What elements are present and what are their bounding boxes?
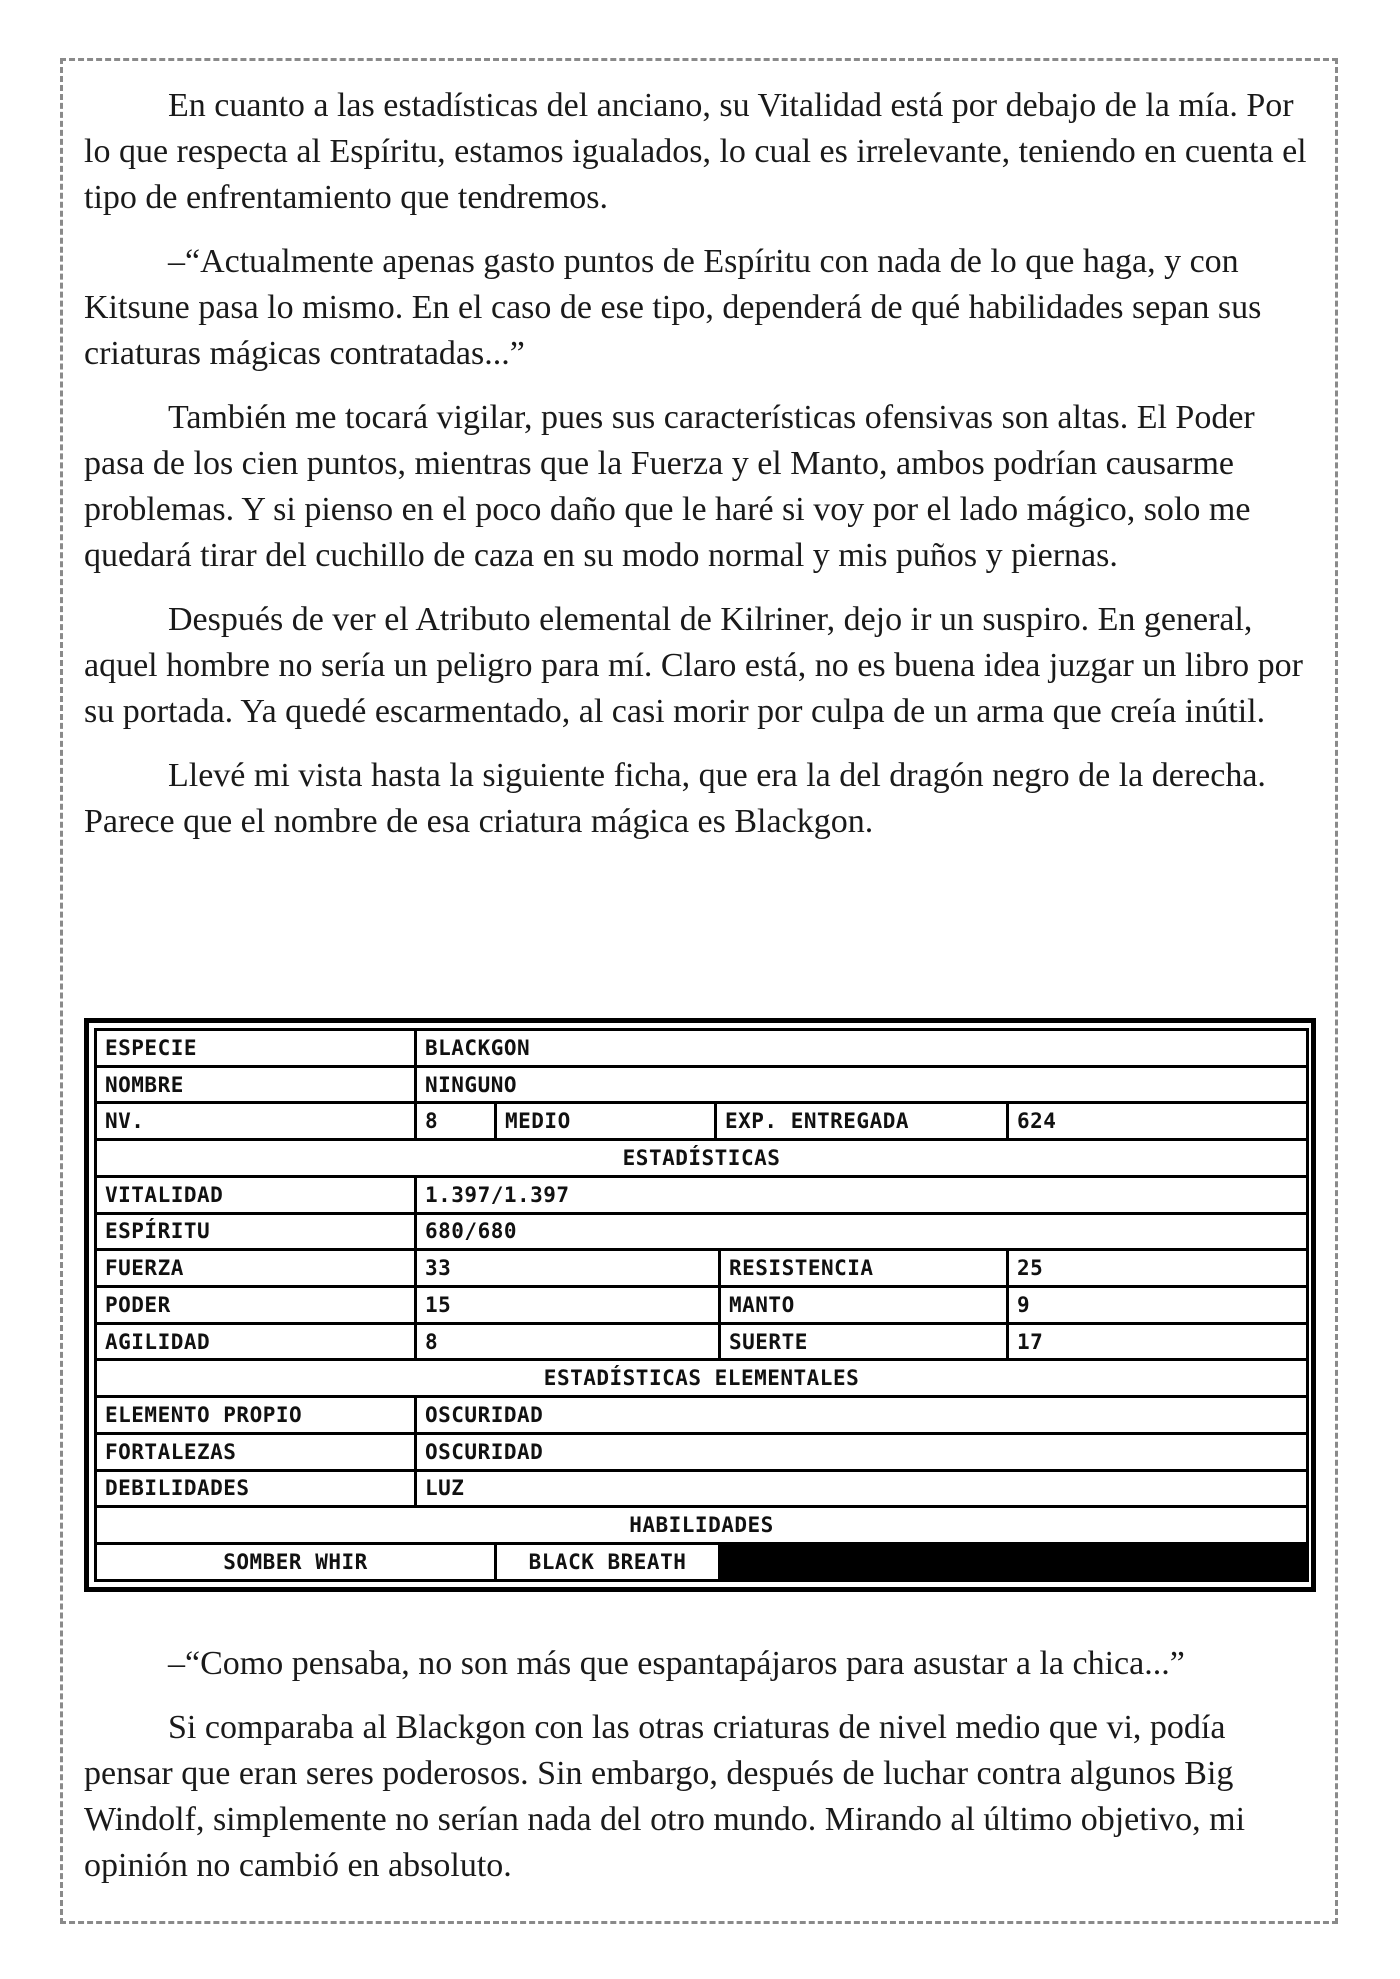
skill-1: SOMBER WHIR — [96, 1544, 496, 1581]
skill-2: BLACK BREATH — [496, 1544, 720, 1581]
fortalezas-label: FORTALEZAS — [96, 1433, 416, 1470]
nv-label: NV. — [96, 1103, 416, 1140]
paragraph: Si comparaba al Blackgon con las otras criaturas de nivel medio que vi, podía pensar que eran seres poderosos. Sin embargo, después de luchar contra algunos Big Windolf, simplemente no serían nada del otro mundo. Mirando al último objetivo, mi opinión no cambió en absoluto. — [84, 1709, 1246, 1884]
debilidades-label: DEBILIDADES — [96, 1470, 416, 1507]
vitalidad-label: VITALIDAD — [96, 1176, 416, 1213]
top-text-block — [84, 83, 1316, 863]
table-row — [96, 1066, 1308, 1103]
paragraph: Llevé mi vista hasta la siguiente ficha, que era la del dragón negro de la derecha. Parece que el nombre de esa criatura mágica es Blackgon. — [84, 757, 1266, 840]
table-row — [96, 1250, 1308, 1287]
table-row — [96, 1176, 1308, 1213]
creature-status-sheet — [84, 1018, 1316, 1592]
table-row — [96, 1397, 1308, 1434]
rank-value: MEDIO — [496, 1103, 716, 1140]
table-row — [96, 1507, 1308, 1544]
especie-label: ESPECIE — [96, 1030, 416, 1067]
table-row — [96, 1287, 1308, 1324]
poder-label: PODER — [96, 1287, 416, 1324]
paragraph: Después de ver el Atributo elemental de Kilriner, dejo ir un suspiro. En general, aquel hombre no sería un peligro para mí. Claro está, no es buena idea juzgar un libro por su portada. Ya quedé escarmentado, al casi morir por culpa de un arma que creía inútil. — [84, 601, 1303, 730]
status-table — [94, 1028, 1309, 1582]
resistencia-label: RESISTENCIA — [720, 1250, 1008, 1287]
elemento-value: OSCURIDAD — [416, 1397, 1308, 1434]
paragraph: –“Actualmente apenas gasto puntos de Espíritu con nada de lo que haga, y con Kitsune pasa lo mismo. En el caso de ese tipo, dependerá de qué habilidades sepan sus criaturas mágicas contratadas...” — [84, 243, 1262, 372]
skill-empty-slot — [720, 1544, 1308, 1581]
table-row — [96, 1323, 1308, 1360]
suerte-label: SUERTE — [720, 1323, 1008, 1360]
table-row — [96, 1213, 1308, 1250]
fuerza-label: FUERZA — [96, 1250, 416, 1287]
resistencia-value: 25 — [1008, 1250, 1308, 1287]
paragraph: También me tocará vigilar, pues sus características ofensivas son altas. El Poder pasa de los cien puntos, mientras que la Fuerza y el Manto, ambos podrían causarme problemas. Y si pienso en el poco daño que le haré si voy por el lado mágico, solo me quedará tirar del cuchillo de caza en su modo normal y mis puños y piernas. — [84, 399, 1255, 574]
nombre-value: NINGUNO — [416, 1066, 1308, 1103]
nombre-label: NOMBRE — [96, 1066, 416, 1103]
skills-header: HABILIDADES — [96, 1507, 1308, 1544]
fortalezas-value: OSCURIDAD — [416, 1433, 1308, 1470]
table-row — [96, 1433, 1308, 1470]
table-row — [96, 1360, 1308, 1397]
table-row — [96, 1103, 1308, 1140]
fuerza-value: 33 — [416, 1250, 720, 1287]
espiritu-value: 680/680 — [416, 1213, 1308, 1250]
table-row — [96, 1140, 1308, 1177]
table-row — [96, 1470, 1308, 1507]
agilidad-label: AGILIDAD — [96, 1323, 416, 1360]
exp-label: EXP. ENTREGADA — [716, 1103, 1008, 1140]
manto-label: MANTO — [720, 1287, 1008, 1324]
agilidad-value: 8 — [416, 1323, 720, 1360]
manto-value: 9 — [1008, 1287, 1308, 1324]
paragraph: –“Como pensaba, no son más que espantapájaros para asustar a la chica...” — [168, 1645, 1185, 1682]
exp-value: 624 — [1008, 1103, 1308, 1140]
suerte-value: 17 — [1008, 1323, 1308, 1360]
stats-header: ESTADÍSTICAS — [96, 1140, 1308, 1177]
vitalidad-value: 1.397/1.397 — [416, 1176, 1308, 1213]
table-row — [96, 1030, 1308, 1067]
nv-value: 8 — [416, 1103, 496, 1140]
elemento-label: ELEMENTO PROPIO — [96, 1397, 416, 1434]
elemental-header: ESTADÍSTICAS ELEMENTALES — [96, 1360, 1308, 1397]
paragraph: En cuanto a las estadísticas del anciano, su Vitalidad está por debajo de la mía. Por lo que respecta al Espíritu, estamos igualados, lo cual es irrelevante, teniendo en cuenta el tipo de enfrentamiento que tendremos. — [84, 87, 1307, 216]
poder-value: 15 — [416, 1287, 720, 1324]
bottom-text-block — [84, 1641, 1316, 1907]
especie-value: BLACKGON — [416, 1030, 1308, 1067]
espiritu-label: ESPÍRITU — [96, 1213, 416, 1250]
table-row — [96, 1544, 1308, 1581]
debilidades-value: LUZ — [416, 1470, 1308, 1507]
